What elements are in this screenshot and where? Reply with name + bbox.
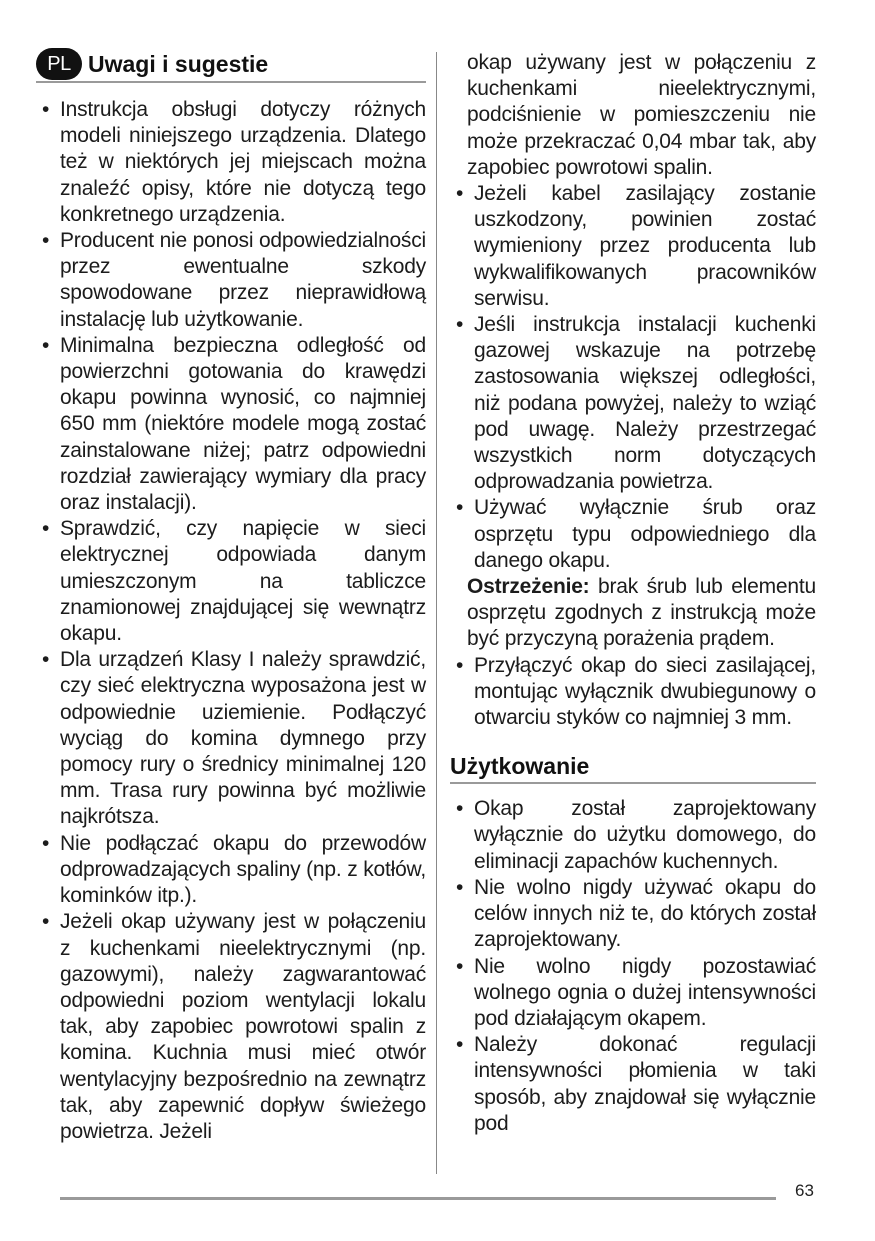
list-item: • Przyłączyć okap do sieci zasilającej, montując wyłącznik dwubiegunowy o otwarciu styków co najmniej 3 mm. <box>450 653 816 732</box>
list-item: • Nie wolno nigdy używać okapu do celów innych niż te, do których został zaprojektowany. <box>450 875 816 954</box>
usage-list <box>450 796 816 1137</box>
list-item: • Instrukcja obsługi dotyczy różnych modeli niniejszego urządzenia. Dlatego też w niektórych jej miejscach można znaleźć opisy, które nie dotyczą tego konkretnego urządzenia. <box>36 97 426 228</box>
left-column <box>36 48 426 1145</box>
continued-paragraph: okap używany jest w połączeniu z kuchenkami nieelektrycznymi, podciśnienie w pomieszczeniu nie może przekraczać 0,04 mbar tak, aby zapobiec powrotowi spalin. <box>467 51 816 179</box>
list-item: • Sprawdzić, czy napięcie w sieci elektrycznej odpowiada danym umieszczonym na tabliczce znamionowej znajdującej się wewnątrz okapu. <box>36 516 426 647</box>
page-number: 63 <box>795 1181 814 1200</box>
language-badge: PL <box>36 48 82 80</box>
section-heading-usage <box>450 751 816 784</box>
notes-list-continued <box>450 181 816 574</box>
warning-paragraph <box>450 574 816 653</box>
list-item: • Producent nie ponosi odpowiedzialności przez ewentualne szkody spowodowane przez nieprawidłową instalację lub użytkowanie. <box>36 228 426 333</box>
notes-list <box>36 97 426 1145</box>
list-item: • Dla urządzeń Klasy I należy sprawdzić, czy sieć elektryczna wyposażona jest w odpowiednie uziemienie. Podłączyć wyciąg do komina dymnego przy pomocy rury o średnicy minimalnej 120 mm. Trasa rury powinna być możliwie najkrótsza. <box>36 647 426 830</box>
footer-rule <box>60 1197 776 1200</box>
list-item: • Nie podłączać okapu do przewodów odprowadzających spaliny (np. z kotłów, kominków itp.). <box>36 831 426 910</box>
right-column <box>450 50 816 1137</box>
list-item: • Okap został zaprojektowany wyłącznie do użytku domowego, do eliminacji zapachów kuchennych. <box>450 796 816 875</box>
list-item: • Używać wyłącznie śrub oraz osprzętu typu odpowiedniego dla danego okapu. <box>450 495 816 574</box>
warning-label: Ostrzeżenie: <box>467 575 590 599</box>
list-item: • Należy dokonać regulacji intensywności płomienia w taki sposób, aby znajdował się wyłącznie pod <box>450 1032 816 1137</box>
list-item: • Jeśli instrukcja instalacji kuchenki gazowej wskazuje na potrzebę zastosowania większej odległości, niż podana powyżej, należy to wziąć pod uwagę. Należy przestrzegać wszystkich norm dotyczących odprowadzania powietrza. <box>450 312 816 495</box>
section-heading-notes <box>36 48 426 83</box>
section-title: Uwagi i sugestie <box>88 51 269 77</box>
list-item: • Jeżeli kabel zasilający zostanie uszkodzony, powinien zostać wymieniony przez producenta lub wykwalifikowanych pracowników serwisu. <box>450 181 816 312</box>
column-divider <box>436 52 437 1174</box>
section-title: Użytkowanie <box>450 753 590 780</box>
list-item: • Jeżeli okap używany jest w połączeniu z kuchenkami nieelektrycznymi (np. gazowymi), należy zagwarantować odpowiedni poziom wentylacji lokalu tak, aby zapobiec powrotowi spalin z komina. Kuchnia musi mieć otwór wentylacyjny bezpośrednio na zewnątrz tak, aby zapewnić dopływ świeżego powietrza. Jeżeli <box>36 909 426 1145</box>
list-item: • Minimalna bezpieczna odległość od powierzchni gotowania do krawędzi okapu powinna wynosić, co najmniej 650 mm (niektóre modele mogą zostać zainstalowane niżej; patrz odpowiedni rozdział zawierający wymiary dla pracy oraz instalacji). <box>36 333 426 516</box>
warning-text: brak śrub lub elementu osprzętu zgodnych z instrukcją może być przyczyną porażenia prądem. <box>467 575 816 651</box>
list-item: • Nie wolno nigdy pozostawiać wolnego ognia o dużej intensywności pod działającym okapem. <box>450 954 816 1033</box>
notes-list-final <box>450 653 816 732</box>
